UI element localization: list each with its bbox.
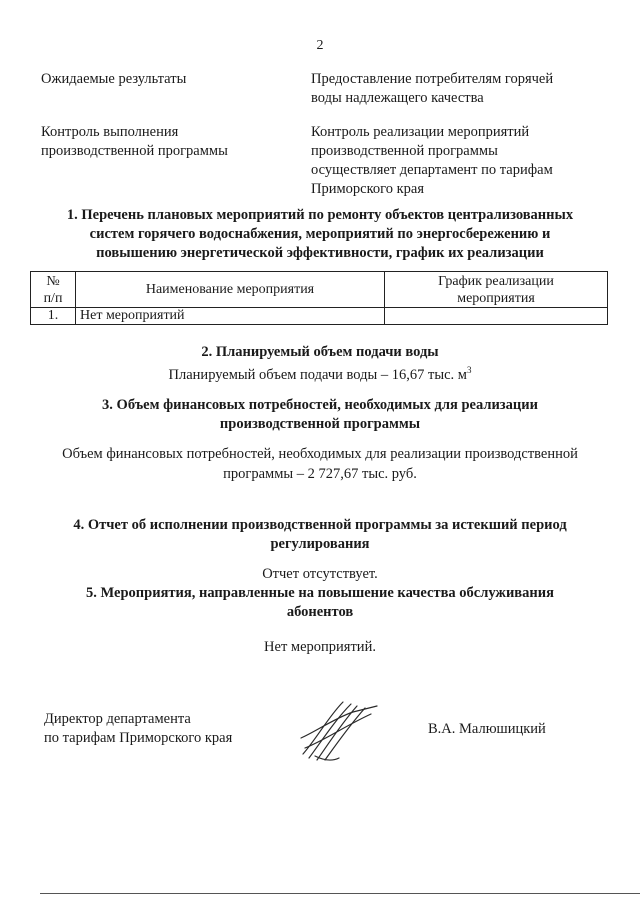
section-5-text: Нет мероприятий. (264, 639, 376, 655)
control-label: Контроль выполнения производственной программы (41, 124, 228, 159)
signatory-position: Директор департамента по тарифам Приморского края (44, 711, 233, 746)
section-5-title: 5. Мероприятия, направленные на повышение качества обслуживания абонентов (86, 585, 554, 620)
page-number: 2 (316, 38, 324, 53)
header-number: № п/п (31, 272, 76, 308)
handwritten-signature (295, 698, 385, 766)
table-header-row (31, 272, 608, 308)
section-2-text: Планируемый объем подачи воды – 16,67 тыс. $м^3$ (168, 365, 472, 383)
cell-name: Нет мероприятий (76, 308, 385, 325)
section-2-title: 2. Планируемый объем подачи воды (201, 344, 439, 360)
section-1-title: 1. Перечень плановых мероприятий по ремонту объектов централизованных систем горячего водоснабжения, мероприятий по энергосбережению и повышению энергетической эффективности, график их реализации (66, 207, 574, 261)
expected-results-label: Ожидаемые результаты (41, 71, 187, 87)
plan-table (30, 271, 608, 325)
section-3-text: Объем финансовых потребностей, необходимых для реализации производственной программы – 2 727,67 тыс. руб. (62, 446, 578, 482)
control-value: Контроль реализации мероприятий производственной программы осуществляет департамент по тарифам Приморского края (311, 124, 553, 197)
section-4-text: Отчет отсутствует. (262, 566, 378, 582)
header-name: Наименование мероприятия (76, 272, 385, 308)
section-3-title: 3. Объем финансовых потребностей, необходимых для реализации производственной программы (102, 397, 538, 432)
section-4-title: 4. Отчет об исполнении производственной программы за истекший период регулирования (73, 517, 567, 552)
cell-number: 1. (31, 308, 76, 325)
expected-results-value: Предоставление потребителям горячей воды надлежащего качества (311, 71, 554, 106)
table-row (31, 308, 608, 325)
page-bottom-edge (40, 893, 640, 894)
cell-schedule (385, 308, 608, 325)
signatory-name: В.А. Малюшицкий (428, 721, 546, 737)
header-schedule: График реализации мероприятия (385, 272, 608, 308)
